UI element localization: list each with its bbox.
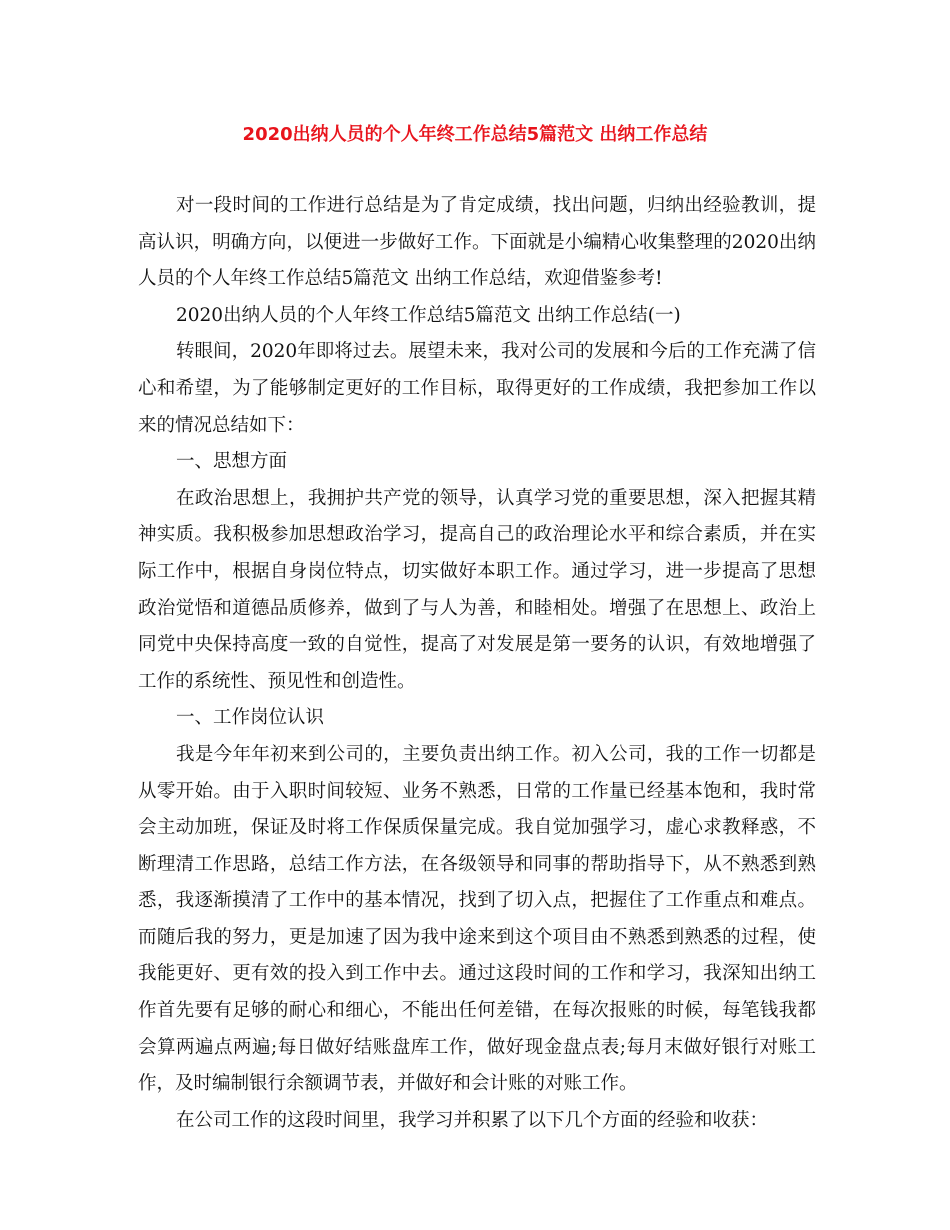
document-title: 2020出纳人员的个人年终工作总结5篇范文 出纳工作总结 — [242, 124, 708, 145]
body-paragraph: 在公司工作的这段时间里，我学习并积累了以下几个方面的经验和收获： — [176, 1109, 769, 1131]
intro-paragraph: 对一段时间的工作进行总结是为了肯定成绩，找出问题，归纳出经验教训，提高认识，明确方向，以便进一步做好工作。下面就是小编精心收集整理的2020出纳人员的个人年终工作总结5篇范文 出纳工作总结，欢迎借鉴参考! — [138, 195, 816, 290]
subsection-heading: 一、工作岗位认识 — [176, 707, 325, 729]
body-paragraph: 转眼间，2020年即将过去。展望未来，我对公司的发展和今后的工作充满了信心和希望，为了能够制定更好的工作目标，取得更好的工作成绩，我把参加工作以来的情况总结如下： — [138, 341, 816, 436]
subsection-heading: 一、思想方面 — [176, 451, 288, 473]
body-paragraph: 在政治思想上，我拥护共产党的领导，认真学习党的重要思想，深入把握其精神实质。我积极参加思想政治学习，提高自己的政治理论水平和综合素质，并在实际工作中，根据自身岗位特点，切实做好本职工作。通过学习，进一步提高了思想政治觉悟和道德品质修养，做到了与人为善，和睦相处。增强了在思想上、政治上同党中央保持高度一致的自觉性，提高了对发展是第一要务的认识，有效地增强了工作的系统性、预见性和创造性。 — [138, 487, 816, 692]
document-body — [138, 188, 816, 1139]
section-heading: 2020出纳人员的个人年终工作总结5篇范文 出纳工作总结(一) — [176, 304, 681, 326]
body-paragraph: 我是今年年初来到公司的，主要负责出纳工作。初入公司，我的工作一切都是从零开始。由于入职时间较短、业务不熟悉，日常的工作量已经基本饱和，我时常会主动加班，保证及时将工作保质保量完成。我自觉加强学习，虚心求教释惑，不断理清工作思路，总结工作方法，在各级领导和同事的帮助指导下，从不熟悉到熟悉，我逐渐摸清了工作中的基本情况，找到了切入点，把握住了工作重点和难点。而随后我的努力，更是加速了因为我中途来到这个项目由不熟悉到熟悉的过程，使我能更好、更有效的投入到工作中去。通过这段时间的工作和学习，我深知出纳工作首先要有足够的耐心和细心，不能出任何差错，在每次报账的时候，每笔钱我都会算两遍点两遍;每日做好结账盘库工作，做好现金盘点表;每月末做好银行对账工作，及时编制银行余额调节表，并做好和会计账的对账工作。 — [138, 743, 816, 1095]
